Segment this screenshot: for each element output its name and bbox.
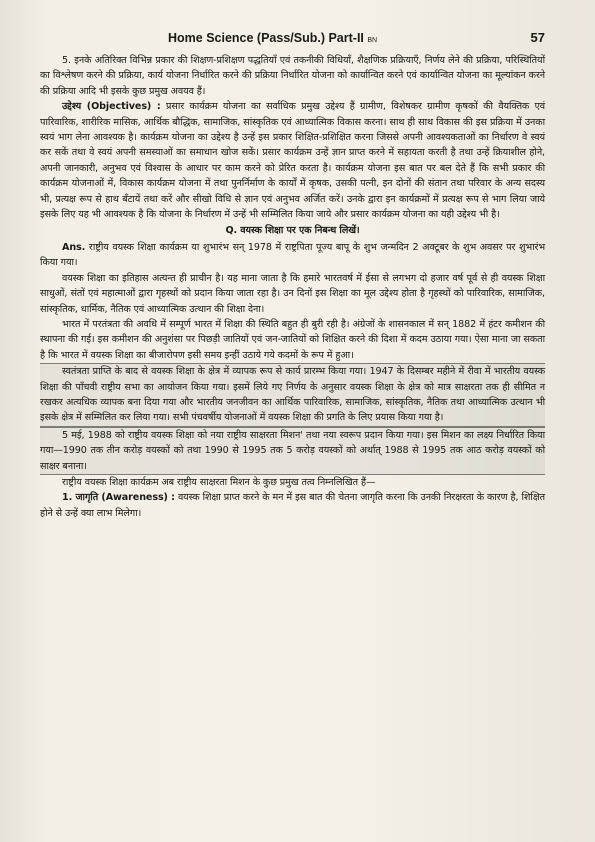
paragraph-colonial: भारत में परतंत्रता की अवधि में सम्पूर्ण भारत में शिक्षा की स्थिति बहुत ही बुरी रही है। अंग्रेजों के शासनकाल में सन् 1882 में हंटर कमीशन की स्थापना की गई। इस कमीशन की अनुशंसा पर पिछड़ी जातियों एवं जन-जातियों को शिक्षित करने की दिशा में कदम उठाया गया। ऐसा माना जा सकता है कि भारत में वयस्क शिक्षा का बीजारोपण इसी समय इन्हीं उठाये गये कदमों के रूप में हुआ। (40, 318, 545, 361)
running-title (168, 31, 377, 45)
paragraph-elements: राष्ट्रीय वयस्क शिक्षा कार्यक्रम अब राष्ट्रीय साक्षरता मिशन के कुछ प्रमुख तत्व निम्नलिखित हैं— (62, 476, 376, 488)
paragraph-objectives (40, 99, 545, 222)
paragraph-awareness (40, 490, 545, 521)
paragraph-history: वयस्क शिक्षा का इतिहास अत्यन्त ही प्राचीन है। यह माना जाता है कि हमारे भारतवर्ष में ईसा से लगभग दो हजार वर्ष पूर्व से ही वयस्क शिक्षा साधुओं, संतों एवं महात्माओं द्वारा गृहस्थों को प्रदान किया जाता रहा है। उन दिनों इस शिक्षा का मूल उद्देश्य होता है गृहस्थों को पारिवारिक, सामाजिक, सांस्कृतिक, धार्मिक, नैतिक एवं आध्यात्मिक उत्थान की शिक्षा देना। (40, 272, 545, 315)
answer-text: राष्ट्रीय वयस्क शिक्षा कार्यक्रम या शुभारंभ सन् 1978 में राष्ट्रपिता पूज्य बापू के शुभ जन्मदिन 2 अक्टूबर के शुभ अवसर पर शुभारंभ किया गया। (40, 241, 546, 269)
running-title-text: Home Science (Pass/Sub.) Part-II (168, 31, 364, 45)
page-number: 57 (530, 30, 545, 45)
awareness-text: वयस्क शिक्षा प्राप्त करने के मन में इस बात की चेतना जागृति करना कि उनकी निरक्षरता के कारण है, शिक्षित होने से उन्हें क्या लाभ मिलेगा। (40, 492, 545, 519)
awareness-heading: 1. जागृति (Awareness) : (62, 492, 175, 504)
paragraph-independence: स्वतंत्रता प्राप्ति के बाद से वयस्क शिक्षा के क्षेत्र में व्यापक रूप से कार्य प्रारम्भ किया गया। 1947 के दिसम्बर महीने में रीवा में भारतीय वयस्क शिक्षा की पाँचवी राष्ट्रीय सभा का आयोजन किया गया। इसमें लिये गए निर्णय के अनुसार वयस्क शिक्षा के क्षेत्र को मात्र साक्षरता तक ही सीमित न रखकर अत्यधिक व्यापक बना दिया गया और भारतीय जनजीवन का आर्थिक पारिवारिक, सामाजिक, सांस्कृतिक, नैतिक तथा आध्यात्मिक उत्थान भी इसके क्षेत्र में सम्मिलित कर लिया गया। सभी पंचवर्षीय योजनाओं में वयस्क शिक्षा की प्रगति के लिए प्रयास किया गया है। (40, 363, 545, 427)
paragraph-literacy-mission: 5 मई, 1988 को राष्ट्रीय वयस्क शिक्षा को नया राष्ट्रीय साक्षरता मिशन' तथा नया स्वरूप प्रदान किया गया। इस मिशन का लक्ष्य निर्धारित किया गया—1990 तक तीन करोड़ वयस्कों को तथा 1990 से 1995 तक 5 करोड़ वयस्कों को अर्थात् 1988 से 1995 तक आठ करोड़ वयस्कों को साक्षर बनाना। (40, 427, 545, 475)
paragraph-components: 5. इनके अतिरिक्त विभिन्न प्रकार की शिक्षण-प्रशिक्षण पद्धतियाँ एवं तकनीकी विधियाँ, शैक्षणिक प्रक्रियाएँ, निर्णय लेने की प्रक्रिया, परिस्थितियों का विश्लेषण करने की प्रक्रिया, कार्य योजना निर्धारित करने की प्रक्रिया निर्धारित योजना को कार्यान्वित करने एवं कार्यान्वित योजना का मूल्यांकन करने की प्रक्रिया आदि भी इसके कुछ प्रमुख अवयव हैं। (40, 55, 545, 97)
page-header (40, 30, 545, 45)
objectives-heading: उद्देश्य (Objectives) : (62, 101, 161, 113)
paragraph-answer (40, 240, 545, 271)
question-heading: Q. वयस्क शिक्षा पर एक निबन्ध लिखें। (225, 225, 360, 237)
running-title-suffix: BN (367, 37, 378, 44)
objectives-text: प्रसार कार्यक्रम योजना का सर्वाधिक प्रमुख उद्देश्य हैं ग्रामीण, विशेषकर ग्रामीण कृषकों की वैयक्तिक एवं पारिवारिक, शारीरिक मासिक, आर्थिक बौद्धिक, सामाजिक, सांस्कृतिक एवं आध्यात्मिक विकास करना। साथ ही साथ विकास की इस प्रक्रिया में उनका स्वयं भाग लेना आवश्यक है। कार्यक्रम योजना का उद्देश्य है उन्हें इस प्रकार शिक्षित-प्रशिक्षित करना जिससे अपनी आवश्यकताओं का निर्धारण वे स्वयं कर सकें तथा वे स्वयं अपनी समस्याओं का समाधान खोज सकें। प्रसार कार्यक्रम उन्हें ज्ञान प्राप्त करने में सहायता करती है तथा उन्हें क्रियाशील होने, अपनी जानकारी, अनुभव एवं विश्वास के आधार पर काम करने को प्रेरित करता है। कार्यक्रम योजना इस बात पर बल देते हैं कि सभी प्रकार की कार्यक्रम योजनाओं में, विकास कार्यक्रम योजना में तथा पुनर्निर्माण के कार्यों में कृषक, उसकी पत्नी, इन दोनों की संतान तथा परिवार के अन्य सदस्य भी, प्रत्यक्ष रूप से हाथ बँटायें तथा करें और सीखो विधि से ज्ञान एवं अनुभव अर्जित करें। उनके द्वारा इन कार्यक्रमों में प्रत्यक्ष रूप से भाग लिया जाये इसके लिए यह भी आवश्यक है कि योजना के निर्धारण में उन्हें भी सम्मिलित किया जाये और प्रसार कार्यक्रम योजना का यही उद्देश्य भी है। (40, 101, 546, 221)
answer-label: Ans. (62, 241, 86, 253)
